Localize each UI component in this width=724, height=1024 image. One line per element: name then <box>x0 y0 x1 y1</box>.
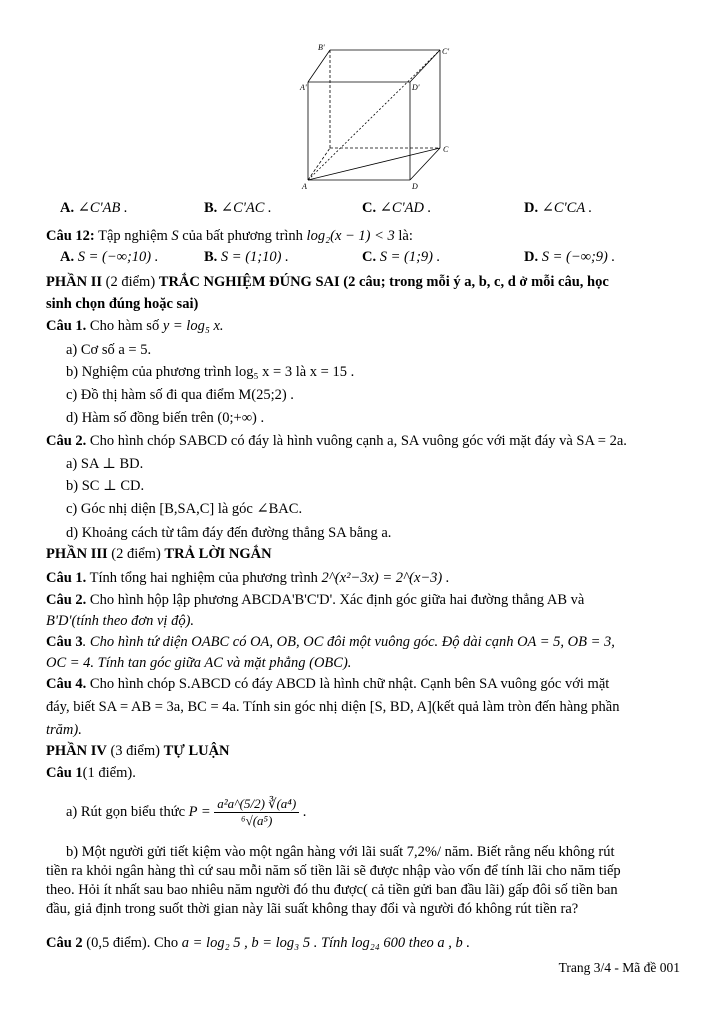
part4-q1 <box>46 764 684 782</box>
part4-q1-label: Câu 1 <box>46 765 83 781</box>
q12-text-before: Tập nghiệm <box>98 228 168 244</box>
q12-option-letter: B. <box>204 249 218 265</box>
label-b-prime: B' <box>318 43 325 52</box>
part3-title: PHẦN III <box>46 546 108 562</box>
q11-option-text: ∠C'AD . <box>379 200 432 216</box>
part3-q1-text: Tính tổng hai nghiệm của phương trình <box>89 570 318 586</box>
label-a-prime: A' <box>300 83 307 92</box>
cube-figure <box>290 40 460 190</box>
part3-q2-text2: B'D'(tính theo đơn vị độ). <box>46 613 195 629</box>
part4-subtitle: TỰ LUẬN <box>163 743 230 759</box>
part3-q2 <box>46 591 684 609</box>
q12-text-after: là: <box>398 228 413 244</box>
part3-q4 <box>46 675 684 693</box>
part4-q2 <box>46 934 684 952</box>
part4-q1a: a) Rút gọn biểu thức P = $\frac{\text{a²a\textasciicircum{}(5/2) ∛(a⁴)}}{\text{⁶√(a⁵)}}$ . <box>66 796 307 828</box>
part4-q1b-line: tiền ra khỏi ngân hàng thì cứ sau mỗi năm số tiền lãi sẽ được nhập vào vốn để tính lãi cho năm tiếp <box>46 863 621 879</box>
part3-subtitle: TRẢ LỜI NGẮN <box>164 546 272 562</box>
q12-option-text: S = (1;9) . <box>379 249 441 265</box>
q11-option-text: ∠C'AB . <box>77 200 128 216</box>
part4-q2-label: Câu 2 <box>46 935 83 951</box>
q12-option-letter: A. <box>60 249 75 265</box>
q12-option-letter: D. <box>524 249 539 265</box>
q12-label: Câu 12: <box>46 228 95 244</box>
part2-heading-line2: sinh chọn đúng hoặc sai) <box>46 296 199 312</box>
part4-q2-text: (0,5 điểm). Cho <box>86 935 179 951</box>
part2-q1-expr: y = log₅ x. <box>162 318 224 334</box>
part2-q2-item: d) Khoảng cách từ tâm đáy đến đường thẳng SA bằng a. <box>66 525 392 541</box>
part3-q3-text: . Cho hình tứ diện OABC có OA, OB, OC đôi một vuông góc. Độ dài cạnh OA = 5, OB = 3, <box>82 634 615 650</box>
q11-option-letter: A. <box>60 200 75 216</box>
part2-q1-item: c) Đồ thị hàm số đi qua điểm M(25;2) . <box>66 387 294 403</box>
part2-q1 <box>46 317 684 335</box>
part2-subtitle: TRẮC NGHIỆM ĐÚNG SAI (2 câu; trong mỗi ý a, b, c, d ở mỗi câu, học <box>158 274 609 290</box>
part4-points: (3 điểm) <box>110 743 160 759</box>
part2-q2-item: c) Góc nhị diện [B,SA,C] là góc ∠BAC. <box>66 501 303 517</box>
q12-expr: log₂(x − 1) < 3 <box>306 228 395 244</box>
label-c-prime: C' <box>442 47 450 56</box>
page-footer: Trang 3/4 - Mã đề 001 <box>558 960 680 975</box>
part3-q3-text2: OC = 4. Tính tan góc giữa AC và mặt phẳng (OBC). <box>46 655 352 671</box>
part3-q2-label: Câu 2. <box>46 592 87 608</box>
q12-var: S <box>171 228 179 244</box>
part2-points: (2 điểm) <box>105 274 156 290</box>
part4-q1-points: (1 điểm). <box>82 765 136 781</box>
part3-q3 <box>46 633 684 651</box>
part2-q2-item: a) SA ⊥ BD. <box>66 456 144 472</box>
part3-q1 <box>46 569 684 587</box>
part4-q1b-line: theo. Hỏi ít nhất sau bao nhiêu năm người đó thu được( cả tiền gửi ban đầu lãi) gấp đôi số tiền ban <box>46 882 618 898</box>
part3-q4-text: Cho hình chóp S.ABCD có đáy ABCD là hình chữ nhật. Cạnh bên SA vuông góc với mặt <box>89 676 610 692</box>
q12-option-text: S = (−∞;10) . <box>77 249 159 265</box>
label-a: A <box>302 182 307 190</box>
q11-option-letter: C. <box>362 200 377 216</box>
part4-q1b-line: b) Một người gửi tiết kiệm vào một ngân hàng với lãi suất 7,2%/ năm. Biết rằng nếu không rút <box>66 844 615 860</box>
part4-heading <box>46 742 684 760</box>
part3-q3-label: Câu 3 <box>46 634 83 650</box>
label-c: C <box>443 145 449 154</box>
part3-q2-text: Cho hình hộp lập phương ABCDA'B'C'D'. Xác định góc giữa hai đường thẳng AB và <box>89 592 585 608</box>
part2-q2-text: Cho hình chóp SABCD có đáy là hình vuông cạnh a, SA vuông góc với mặt đáy và SA = 2a. <box>89 433 627 449</box>
part2-heading <box>46 273 684 291</box>
q12-option-text: S = (−∞;9) . <box>541 249 616 265</box>
part2-q2-item: b) SC ⊥ CD. <box>66 478 145 494</box>
part4-q1a-denominator: ⁶√(a⁵) <box>241 813 273 828</box>
part4-q1a-lhs: P = <box>188 803 211 820</box>
part2-q1-item: a) Cơ số a = 5. <box>66 342 152 358</box>
part2-q1-item: b) Nghiệm của phương trình log₅ x = 3 là x = 15 . <box>66 364 355 380</box>
part3-q1-expr: 2^(x²−3x) = 2^(x−3) . <box>321 570 450 586</box>
part4-q1a-numerator: a²a^(5/2) ∛(a⁴) <box>214 796 299 813</box>
q11-option-letter: D. <box>524 200 539 216</box>
q12-text-mid: của bất phương trình <box>182 228 303 244</box>
part4-q2-expr: a = log₂ 5 , b = log₃ 5 . Tính log₂₄ 600 theo a , b . <box>181 935 471 951</box>
part2-q1-text: Cho hàm số <box>89 318 160 334</box>
part2-q1-label: Câu 1. <box>46 318 87 334</box>
q11-option-text: ∠C'AC . <box>220 200 272 216</box>
part3-q4-label: Câu 4. <box>46 676 87 692</box>
label-d: D <box>412 182 418 190</box>
part3-q4-text2: đáy, biết SA = AB = 3a, BC = 4a. Tính sin góc nhị diện [S, BD, A](kết quả làm tròn đến hàng phần <box>46 699 620 715</box>
part4-q1a-text: a) Rút gọn biểu thức <box>66 803 186 820</box>
part3-points: (2 điểm) <box>111 546 161 562</box>
part4-title: PHẦN IV <box>46 743 107 759</box>
q12-stem <box>46 227 684 245</box>
q11-option-letter: B. <box>204 200 218 216</box>
part3-q4-text3: trăm). <box>46 722 82 738</box>
q11-option-text: ∠C'CA . <box>541 200 593 216</box>
part3-q1-label: Câu 1. <box>46 570 87 586</box>
label-d-prime: D' <box>412 83 420 92</box>
part2-q2-label: Câu 2. <box>46 433 87 449</box>
q12-option-letter: C. <box>362 249 377 265</box>
part3-heading <box>46 545 684 563</box>
part2-title: PHẦN II <box>46 274 102 290</box>
part4-q1b-line: đầu, giả định trong suốt thời gian này lãi suất không thay đổi và người đó không rút tiền ra? <box>46 901 579 917</box>
part2-q2 <box>46 432 684 450</box>
part2-q1-item: d) Hàm số đồng biến trên (0;+∞) . <box>66 410 265 426</box>
part4-q1a-fraction <box>214 796 299 829</box>
q12-option-text: S = (1;10) . <box>220 249 289 265</box>
